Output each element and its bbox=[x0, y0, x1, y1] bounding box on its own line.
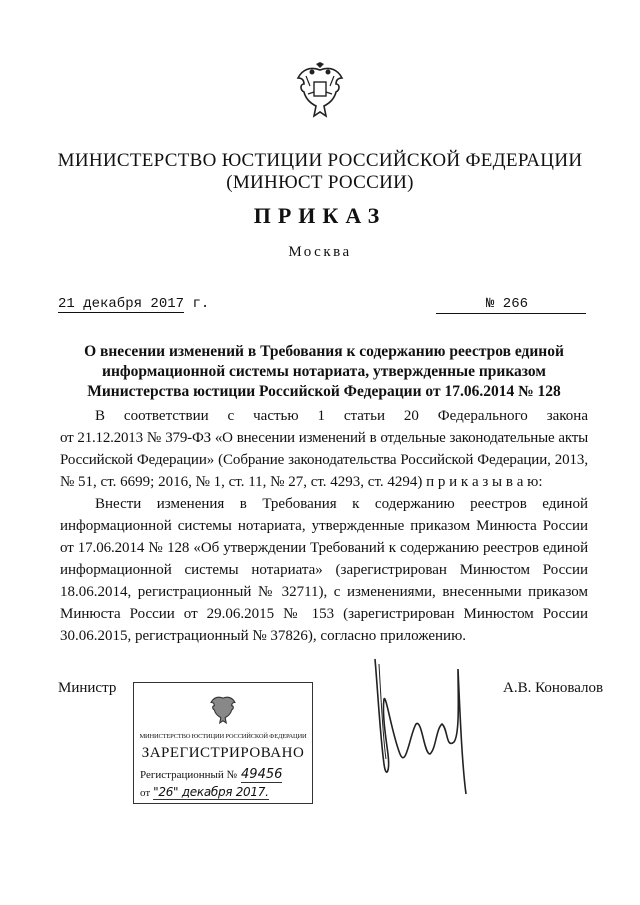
ministry-heading bbox=[0, 150, 640, 194]
registration-stamp bbox=[133, 682, 313, 804]
order-body bbox=[60, 405, 588, 647]
body-line: информационной системы нотариата» (зарегистрирован Минюстом России bbox=[60, 562, 588, 578]
body-line: Минюста России от 29.06.2015 № 153 (зарегистрирован Минюстом России bbox=[60, 606, 588, 622]
title-line: О внесении изменений в Требования к содержанию реестров единой bbox=[84, 343, 564, 360]
stamp-date-label: от bbox=[140, 787, 151, 799]
body-line: Внести изменения в Требования к содержанию реестров единой bbox=[95, 496, 588, 512]
stamp-emblem-icon bbox=[210, 693, 236, 727]
reg-number: 49456 bbox=[241, 767, 283, 782]
ministry-short-name: (МИНЮСТ РОССИИ) bbox=[226, 172, 414, 193]
stamp-status: ЗАРЕГИСТРИРОВАНО bbox=[141, 745, 305, 761]
signatory-name: А.В. Коновалов bbox=[503, 680, 604, 696]
handwritten-signature bbox=[370, 654, 500, 804]
stamp-date bbox=[140, 785, 269, 799]
body-line: 30.06.2015, регистрационный № 37826), согласно приложению. bbox=[60, 628, 467, 644]
body-line: 18.06.2014, регистрационный № 32711), с изменениями, внесенными приказом bbox=[60, 584, 588, 600]
body-line: информационной системы нотариата, утвержденные приказом Минюста России bbox=[60, 518, 588, 534]
order-number: № 266 bbox=[436, 296, 586, 314]
document-type: ПРИКАЗ bbox=[253, 203, 387, 228]
date-value: 21 декабря 2017 bbox=[58, 296, 185, 312]
stamp-registration bbox=[140, 767, 282, 782]
reg-label: Регистрационный № bbox=[140, 769, 238, 781]
body-line: от 21.12.2013 № 379-ФЗ «О внесении изменений в отдельные законодательные акты bbox=[60, 430, 588, 446]
order-title bbox=[50, 342, 598, 402]
body-line: от 17.06.2014 № 128 «Об утверждении Требований к содержанию реестров единой bbox=[60, 540, 588, 556]
coat-of-arms-emblem bbox=[296, 62, 344, 122]
date-suffix: г. bbox=[192, 296, 210, 312]
body-line: № 51, ст. 6699; 2016, № 1, ст. 11, № 27, ст. 4293, ст. 4294) п р и к а з ы в а ю: bbox=[60, 474, 543, 490]
city: Москва bbox=[288, 244, 352, 260]
signatory-position: Министр bbox=[58, 680, 117, 696]
stamp-date-value: "26" декабря 2017. bbox=[153, 785, 269, 799]
ministry-name: МИНИСТЕРСТВО ЮСТИЦИИ РОССИЙСКОЙ ФЕДЕРАЦИИ bbox=[57, 150, 583, 171]
body-line: Российской Федерации» (Собрание законодательства Российской Федерации, 2013, bbox=[60, 452, 588, 468]
body-line: В соответствии с частью 1 статьи 20 Федерального закона bbox=[95, 408, 588, 424]
title-line: Министерства юстиции Российской Федерации от 17.06.2014 № 128 bbox=[87, 383, 561, 400]
stamp-ministry: МИНИСТЕРСТВО ЮСТИЦИИ РОССИЙСКОЙ ФЕДЕРАЦИИ bbox=[139, 733, 307, 740]
order-date bbox=[58, 296, 209, 312]
title-line: информационной системы нотариата, утвержденные приказом bbox=[102, 363, 546, 380]
